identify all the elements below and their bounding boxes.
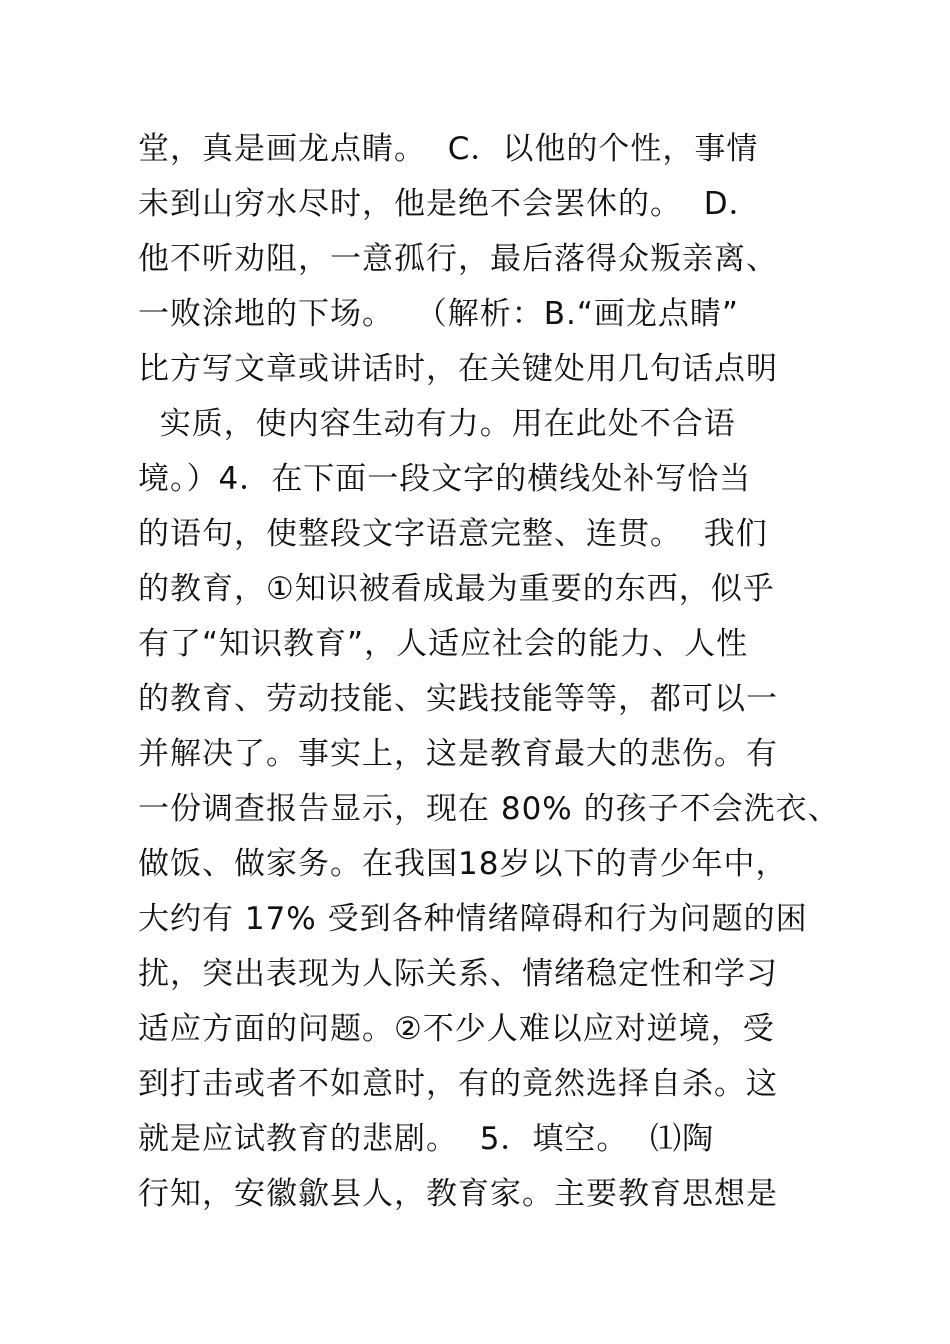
body-text — [138, 122, 838, 1222]
text-line: 未到山穷水尽时，他是绝不会罢休的。 D． — [138, 186, 761, 222]
text-line: 扰，突出表现为人际关系、情绪稳定性和学习 — [138, 956, 778, 992]
text-line: 适应方面的问题。②不少人难以应对逆境，受 — [138, 1011, 775, 1047]
text-line: 的教育、劳动技能、实践技能等等，都可以一 — [138, 681, 778, 717]
text-line: 堂，真是画龙点睛。 C．以他的个性，事情 — [138, 131, 759, 167]
text-line: 比方写文章或讲话时，在关键处用几句话点明 — [138, 351, 778, 387]
text-line: 并解决了。事实上，这是教育最大的悲伤。有 — [138, 736, 778, 772]
text-line: 到打击或者不如意时，有的竟然选择自杀。这 — [138, 1066, 778, 1102]
text-line: 做饭、做家务。在我国18岁以下的青少年中， — [138, 846, 788, 882]
text-line: 的教育，①知识被看成最为重要的东西，似乎 — [138, 571, 775, 607]
text-line: 大约有 17% 受到各种情绪障碍和行为问题的困 — [138, 901, 808, 937]
text-line: 的语句，使整段文字语意完整、连贯。 我们 — [138, 516, 768, 552]
text-line: 一败涂地的下场。 （解析：B.“画龙点睛” — [138, 296, 739, 332]
text-line: 境。）4．在下面一段文字的横线处补写恰当 — [138, 461, 752, 497]
text-line: 一份调查报告显示，现在 80% 的孩子不会洗衣、 — [138, 791, 840, 827]
text-line: 就是应试教育的悲剧。 5．填空。 ⑴陶 — [138, 1121, 715, 1157]
text-line: 行知，安徽歙县人，教育家。主要教育思想是 — [138, 1176, 778, 1212]
text-line: 实质，使内容生动有力。用在此处不合语 — [138, 406, 736, 442]
text-line: 他不听劝阻，一意孤行，最后落得众叛亲离、 — [138, 241, 778, 277]
text-line: 有了“知识教育”，人适应社会的能力、人性 — [138, 626, 749, 662]
